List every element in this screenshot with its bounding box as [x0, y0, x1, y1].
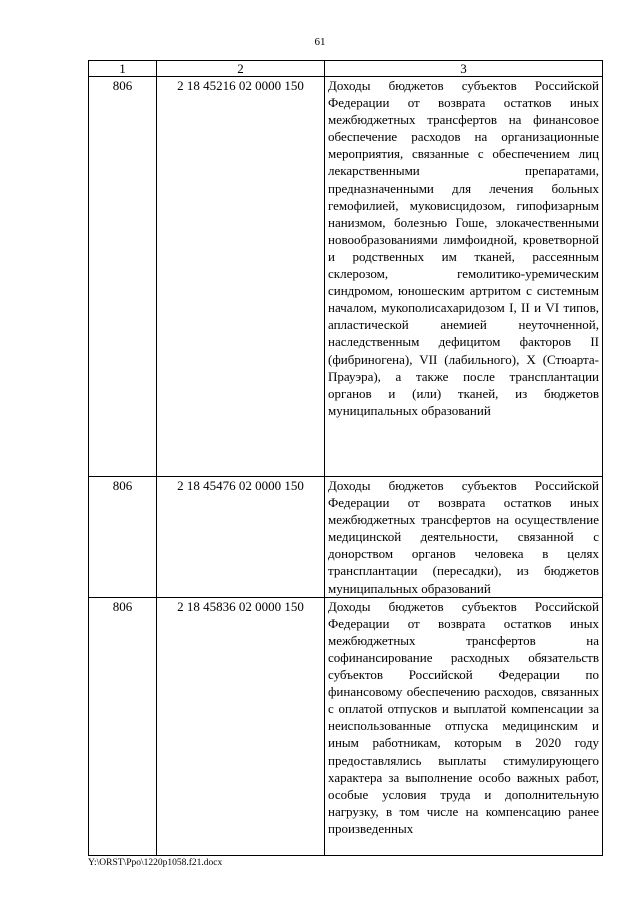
- description-cell: Доходы бюджетов субъектов Российской Федерации от возврата остатков иных межбюджетных трансфертов на осуществление медицинской деятельности, связанной с донорством органов человека в целях трансплантации (пересадки), из бюджетов муниципальных образований: [325, 477, 603, 598]
- table-row: [89, 477, 603, 598]
- footer-file-path: Y:\ORST\Ppo\1220p1058.f21.docx: [88, 858, 223, 868]
- revenue-codes-table: [88, 60, 603, 856]
- page-number: 61: [314, 36, 326, 48]
- budget-code-cell: 2 18 45216 02 0000 150: [157, 77, 325, 477]
- admin-code-cell: 806: [89, 477, 157, 598]
- table-row: [89, 597, 603, 855]
- admin-code-cell: 806: [89, 597, 157, 855]
- description-cell: Доходы бюджетов субъектов Российской Федерации от возврата остатков иных межбюджетных трансфертов на софинансирование расходных обязательств субъектов Российской Федерации по финансовому обеспечению расходов, связанных с оплатой отпусков и выплатой компенсации за неиспользованные отпуска медицинским и иным работникам, которым в 2020 году предоставлялись выплаты стимулирующего характера за выполнение особо важных работ, особые условия труда и дополнительную нагрузку, в том числе на компенсацию ранее произведенных: [325, 597, 603, 855]
- column-header-3: 3: [325, 61, 603, 77]
- table-header-row: [89, 61, 603, 77]
- table-row: [89, 77, 603, 477]
- admin-code-cell: 806: [89, 77, 157, 477]
- budget-code-cell: 2 18 45836 02 0000 150: [157, 597, 325, 855]
- column-header-2: 2: [157, 61, 325, 77]
- description-cell: Доходы бюджетов субъектов Российской Федерации от возврата остатков иных межбюджетных трансфертов на финансовое обеспечение расходов на организационные мероприятия, связанные с обеспечением лиц лекарственными препаратами, предназначенными для лечения больных гемофилией, муковисцидозом, гипофизарным нанизмом, болезнью Гоше, злокачественными новообразованиями лимфоидной, кроветворной и родственных им тканей, рассеянным склерозом, гемолитико-уремическим синдромом, юношеским артритом с системным началом, мукополисахаридозом I, II и VI типов, апластической анемией неуточненной, наследственным дефицитом факторов II (фибриногена), VII (лабильного), X (Стюарта-Прауэра), а также после трансплантации органов и (или) тканей, из бюджетов муниципальных образований: [325, 77, 603, 477]
- budget-code-cell: 2 18 45476 02 0000 150: [157, 477, 325, 598]
- column-header-1: 1: [89, 61, 157, 77]
